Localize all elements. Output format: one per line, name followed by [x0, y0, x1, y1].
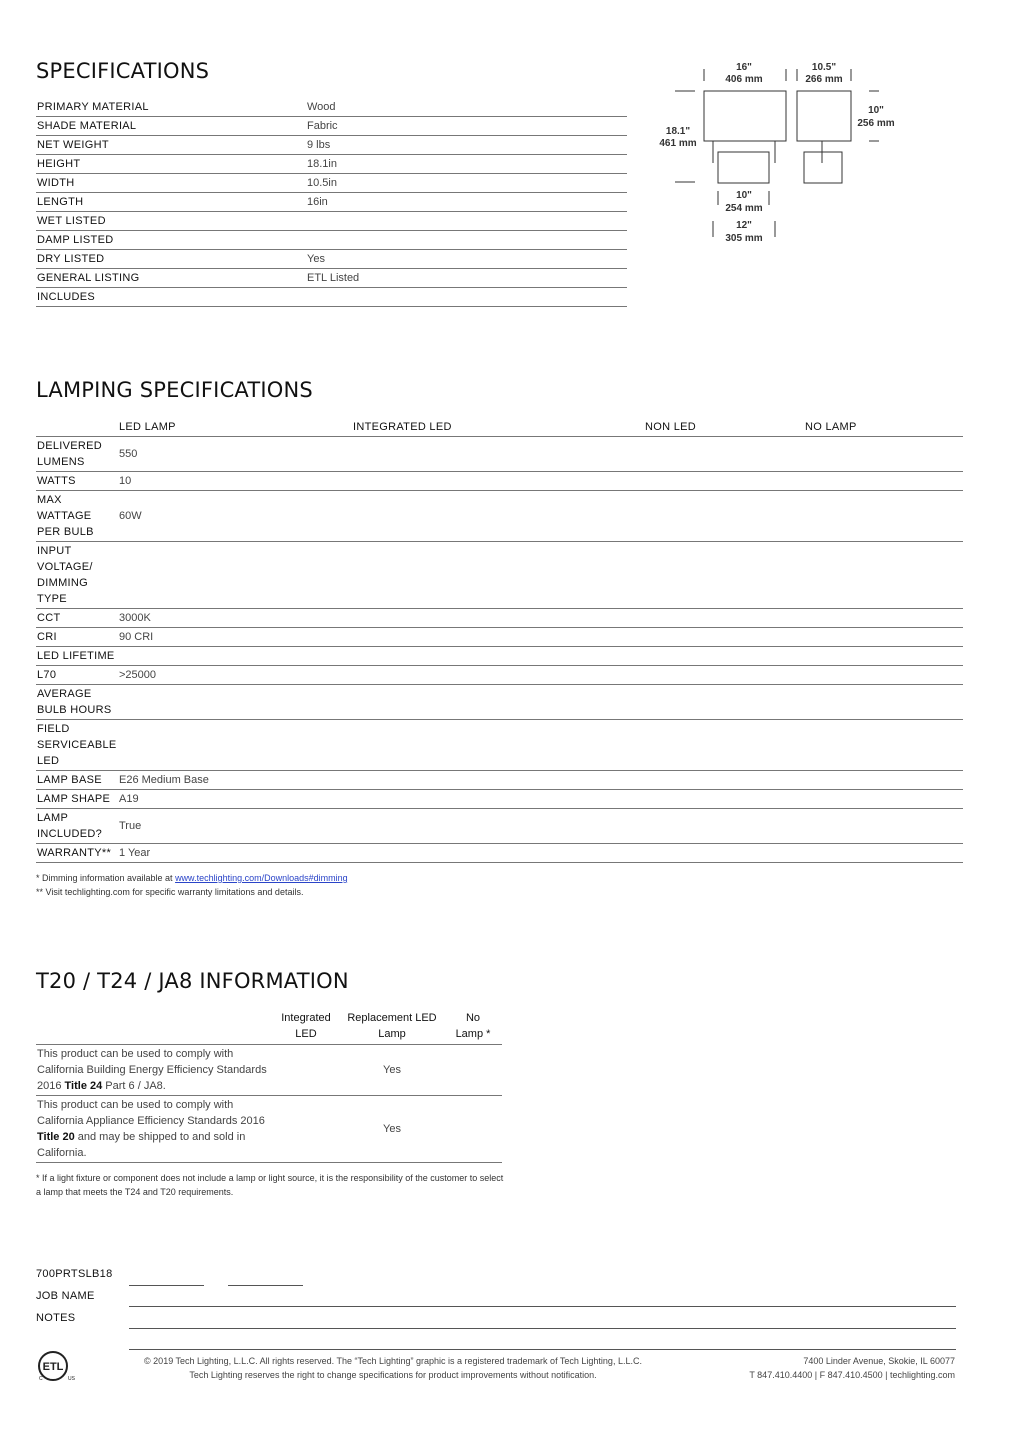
front-shade-shape	[704, 91, 786, 141]
spec-label: SHADE MATERIAL	[36, 117, 306, 136]
spec-value	[306, 288, 627, 307]
table-row	[36, 288, 627, 307]
spec-label: INCLUDES	[36, 288, 306, 307]
lamp-label: LED LIFETIME	[36, 647, 118, 666]
col-replacement-lamp: Replacement LED Lamp	[340, 1010, 444, 1045]
lamp-value: 3000K	[118, 609, 963, 628]
etl-logo-icon	[36, 1350, 78, 1382]
lamping-corner	[36, 418, 118, 437]
table-row	[36, 269, 627, 288]
lamp-label: CRI	[36, 628, 118, 647]
t20-table	[36, 1010, 502, 1163]
spec-value: 10.5in	[306, 174, 627, 193]
spec-label: WIDTH	[36, 174, 306, 193]
lamp-value	[118, 720, 963, 771]
footer-phone: T 847.410.4400 | F 847.410.4500 | techlighting.com	[749, 1370, 955, 1380]
lamping-title: LAMPING SPECIFICATIONS	[36, 378, 313, 402]
lamp-label: L70	[36, 666, 118, 685]
lamp-label: WATTS	[36, 472, 118, 491]
lamp-value: 1 Year	[118, 844, 963, 863]
front-base-shape	[718, 152, 769, 183]
table-row	[36, 771, 963, 790]
table-row	[36, 542, 963, 609]
specifications-title: SPECIFICATIONS	[36, 59, 210, 83]
footer-address: 7400 Linder Avenue, Skokie, IL 60077	[803, 1356, 955, 1366]
lamp-label: CCT	[36, 609, 118, 628]
svg-text:ETL: ETL	[42, 1361, 64, 1373]
t20-footnote: * If a light fixture or component does not include a lamp or light source, it is the responsibility of the customer to select a lamp that meets the T24 and T20 requirements.	[36, 1173, 504, 1197]
dim-shade-height-in: 10"	[868, 105, 884, 116]
dim-base-width-mm: 254 mm	[725, 203, 763, 214]
table-row	[36, 1045, 502, 1096]
lamp-value	[118, 542, 963, 609]
table-row	[36, 174, 627, 193]
dim-base-depth-mm: 305 mm	[725, 233, 763, 244]
footer-contact	[749, 1354, 955, 1382]
table-row	[36, 437, 963, 472]
spec-value: 18.1in	[306, 155, 627, 174]
lamp-value: >25000	[118, 666, 963, 685]
lamp-label: LAMP BASE	[36, 771, 118, 790]
table-row	[36, 472, 963, 491]
dim-shade-height-mm: 256 mm	[857, 118, 895, 129]
svg-text:US: US	[68, 1376, 75, 1382]
table-row	[36, 491, 963, 542]
col-no-lamp: No Lamp *	[444, 1010, 502, 1045]
table-row	[36, 628, 963, 647]
t20-title: T20 / T24 / JA8 INFORMATION	[36, 969, 349, 993]
t20-corner	[36, 1010, 272, 1045]
t20-replacement-value: Yes	[340, 1096, 444, 1163]
notes-label: NOTES	[36, 1312, 76, 1324]
job-name-label: JOB NAME	[36, 1290, 95, 1302]
col-header: NO LAMP	[804, 418, 963, 437]
side-base-shape	[804, 152, 842, 183]
spec-value: Fabric	[306, 117, 627, 136]
table-row	[36, 720, 963, 771]
spec-label: GENERAL LISTING	[36, 269, 306, 288]
lamping-table	[36, 418, 963, 863]
sku-label: 700PRTSLB18	[36, 1268, 113, 1280]
spec-label: DRY LISTED	[36, 250, 306, 269]
table-row	[36, 666, 963, 685]
svg-text:C: C	[39, 1376, 43, 1382]
col-header: NON LED	[644, 418, 804, 437]
dimension-diagram	[655, 55, 915, 255]
table-row	[36, 193, 627, 212]
table-row	[36, 98, 627, 117]
col-header: LED LAMP	[118, 418, 352, 437]
table-row	[36, 844, 963, 863]
sku-field-2[interactable]	[228, 1285, 303, 1286]
specifications-table	[36, 98, 627, 307]
footer-copyright: © 2019 Tech Lighting, L.L.C. All rights reserved. The “Tech Lighting” graphic is a registered trademark of Tech Lighting, L.L.C.	[144, 1356, 642, 1366]
notes-field[interactable]	[129, 1328, 956, 1329]
table-row	[36, 155, 627, 174]
spec-label: WET LISTED	[36, 212, 306, 231]
note-dimming-prefix: * Dimming information available at	[36, 873, 176, 883]
lamp-label: LAMP INCLUDED?	[36, 809, 118, 844]
spec-label: NET WEIGHT	[36, 136, 306, 155]
t20-description: This product can be used to comply with California Appliance Efficiency Standards 2016 Title 20 and may be shipped to and sold in California.	[36, 1096, 272, 1163]
table-row	[36, 136, 627, 155]
sku-field-1[interactable]	[129, 1285, 204, 1286]
t24-replacement-value: Yes	[340, 1045, 444, 1096]
spec-value: 9 lbs	[306, 136, 627, 155]
lamp-value: 10	[118, 472, 963, 491]
spec-label: PRIMARY MATERIAL	[36, 98, 306, 117]
spec-value: Yes	[306, 250, 627, 269]
lamp-label: FIELD SERVICEABLE LED	[36, 720, 118, 771]
notes-field-line[interactable]	[129, 1349, 956, 1350]
t24-description: This product can be used to comply with California Building Energy Efficiency Standards 2016 Title 24 Part 6 / JA8.	[36, 1045, 272, 1096]
job-name-field[interactable]	[129, 1306, 956, 1307]
lamp-label: LAMP SHAPE	[36, 790, 118, 809]
spec-value: Wood	[306, 98, 627, 117]
spec-value	[306, 231, 627, 250]
table-row	[36, 609, 963, 628]
table-row	[36, 1096, 502, 1163]
dim-base-width-in: 10"	[736, 190, 752, 201]
lamp-value	[118, 685, 963, 720]
col-integrated-led: Integrated LED	[272, 1010, 340, 1045]
dim-side-width-mm: 266 mm	[805, 74, 843, 85]
table-row	[36, 790, 963, 809]
spec-label: DAMP LISTED	[36, 231, 306, 250]
table-row	[36, 685, 963, 720]
dim-top-width-in: 16"	[736, 62, 752, 73]
lamp-label: AVERAGE BULB HOURS	[36, 685, 118, 720]
spec-value	[306, 212, 627, 231]
spec-label: HEIGHT	[36, 155, 306, 174]
lamp-label: DELIVERED LUMENS	[36, 437, 118, 472]
lamp-value: 550	[118, 437, 963, 472]
lamp-value: True	[118, 809, 963, 844]
spec-value: ETL Listed	[306, 269, 627, 288]
lamp-value: 90 CRI	[118, 628, 963, 647]
table-row	[36, 809, 963, 844]
side-shade-shape	[797, 91, 851, 141]
dim-height-in: 18.1"	[665, 126, 691, 137]
table-row	[36, 647, 963, 666]
footer-legal	[108, 1354, 678, 1382]
spec-label: LENGTH	[36, 193, 306, 212]
table-row	[36, 212, 627, 231]
spec-value: 16in	[306, 193, 627, 212]
lamp-value: A19	[118, 790, 963, 809]
dim-top-width-mm: 406 mm	[725, 74, 763, 85]
table-row	[36, 117, 627, 136]
dim-height-mm: 461 mm	[659, 138, 697, 149]
dim-base-depth-in: 12"	[736, 220, 752, 231]
lamp-value	[118, 647, 963, 666]
table-row	[36, 231, 627, 250]
lamping-notes	[36, 871, 348, 899]
footer-reserve: Tech Lighting reserves the right to change specifications for product improvements without notification.	[189, 1370, 597, 1380]
note-warranty: ** Visit techlighting.com for specific warranty limitations and details.	[36, 887, 304, 897]
col-header: INTEGRATED LED	[352, 418, 644, 437]
lamp-value: 60W	[118, 491, 963, 542]
lamp-value: E26 Medium Base	[118, 771, 963, 790]
lamp-label: INPUT VOLTAGE/ DIMMING TYPE	[36, 542, 118, 609]
table-row	[36, 250, 627, 269]
dimming-link[interactable]: www.techlighting.com/Downloads#dimming	[175, 873, 348, 883]
lamp-label: WARRANTY**	[36, 844, 118, 863]
dim-side-width-in: 10.5"	[811, 62, 837, 73]
lamp-label: MAX WATTAGE PER BULB	[36, 491, 118, 542]
